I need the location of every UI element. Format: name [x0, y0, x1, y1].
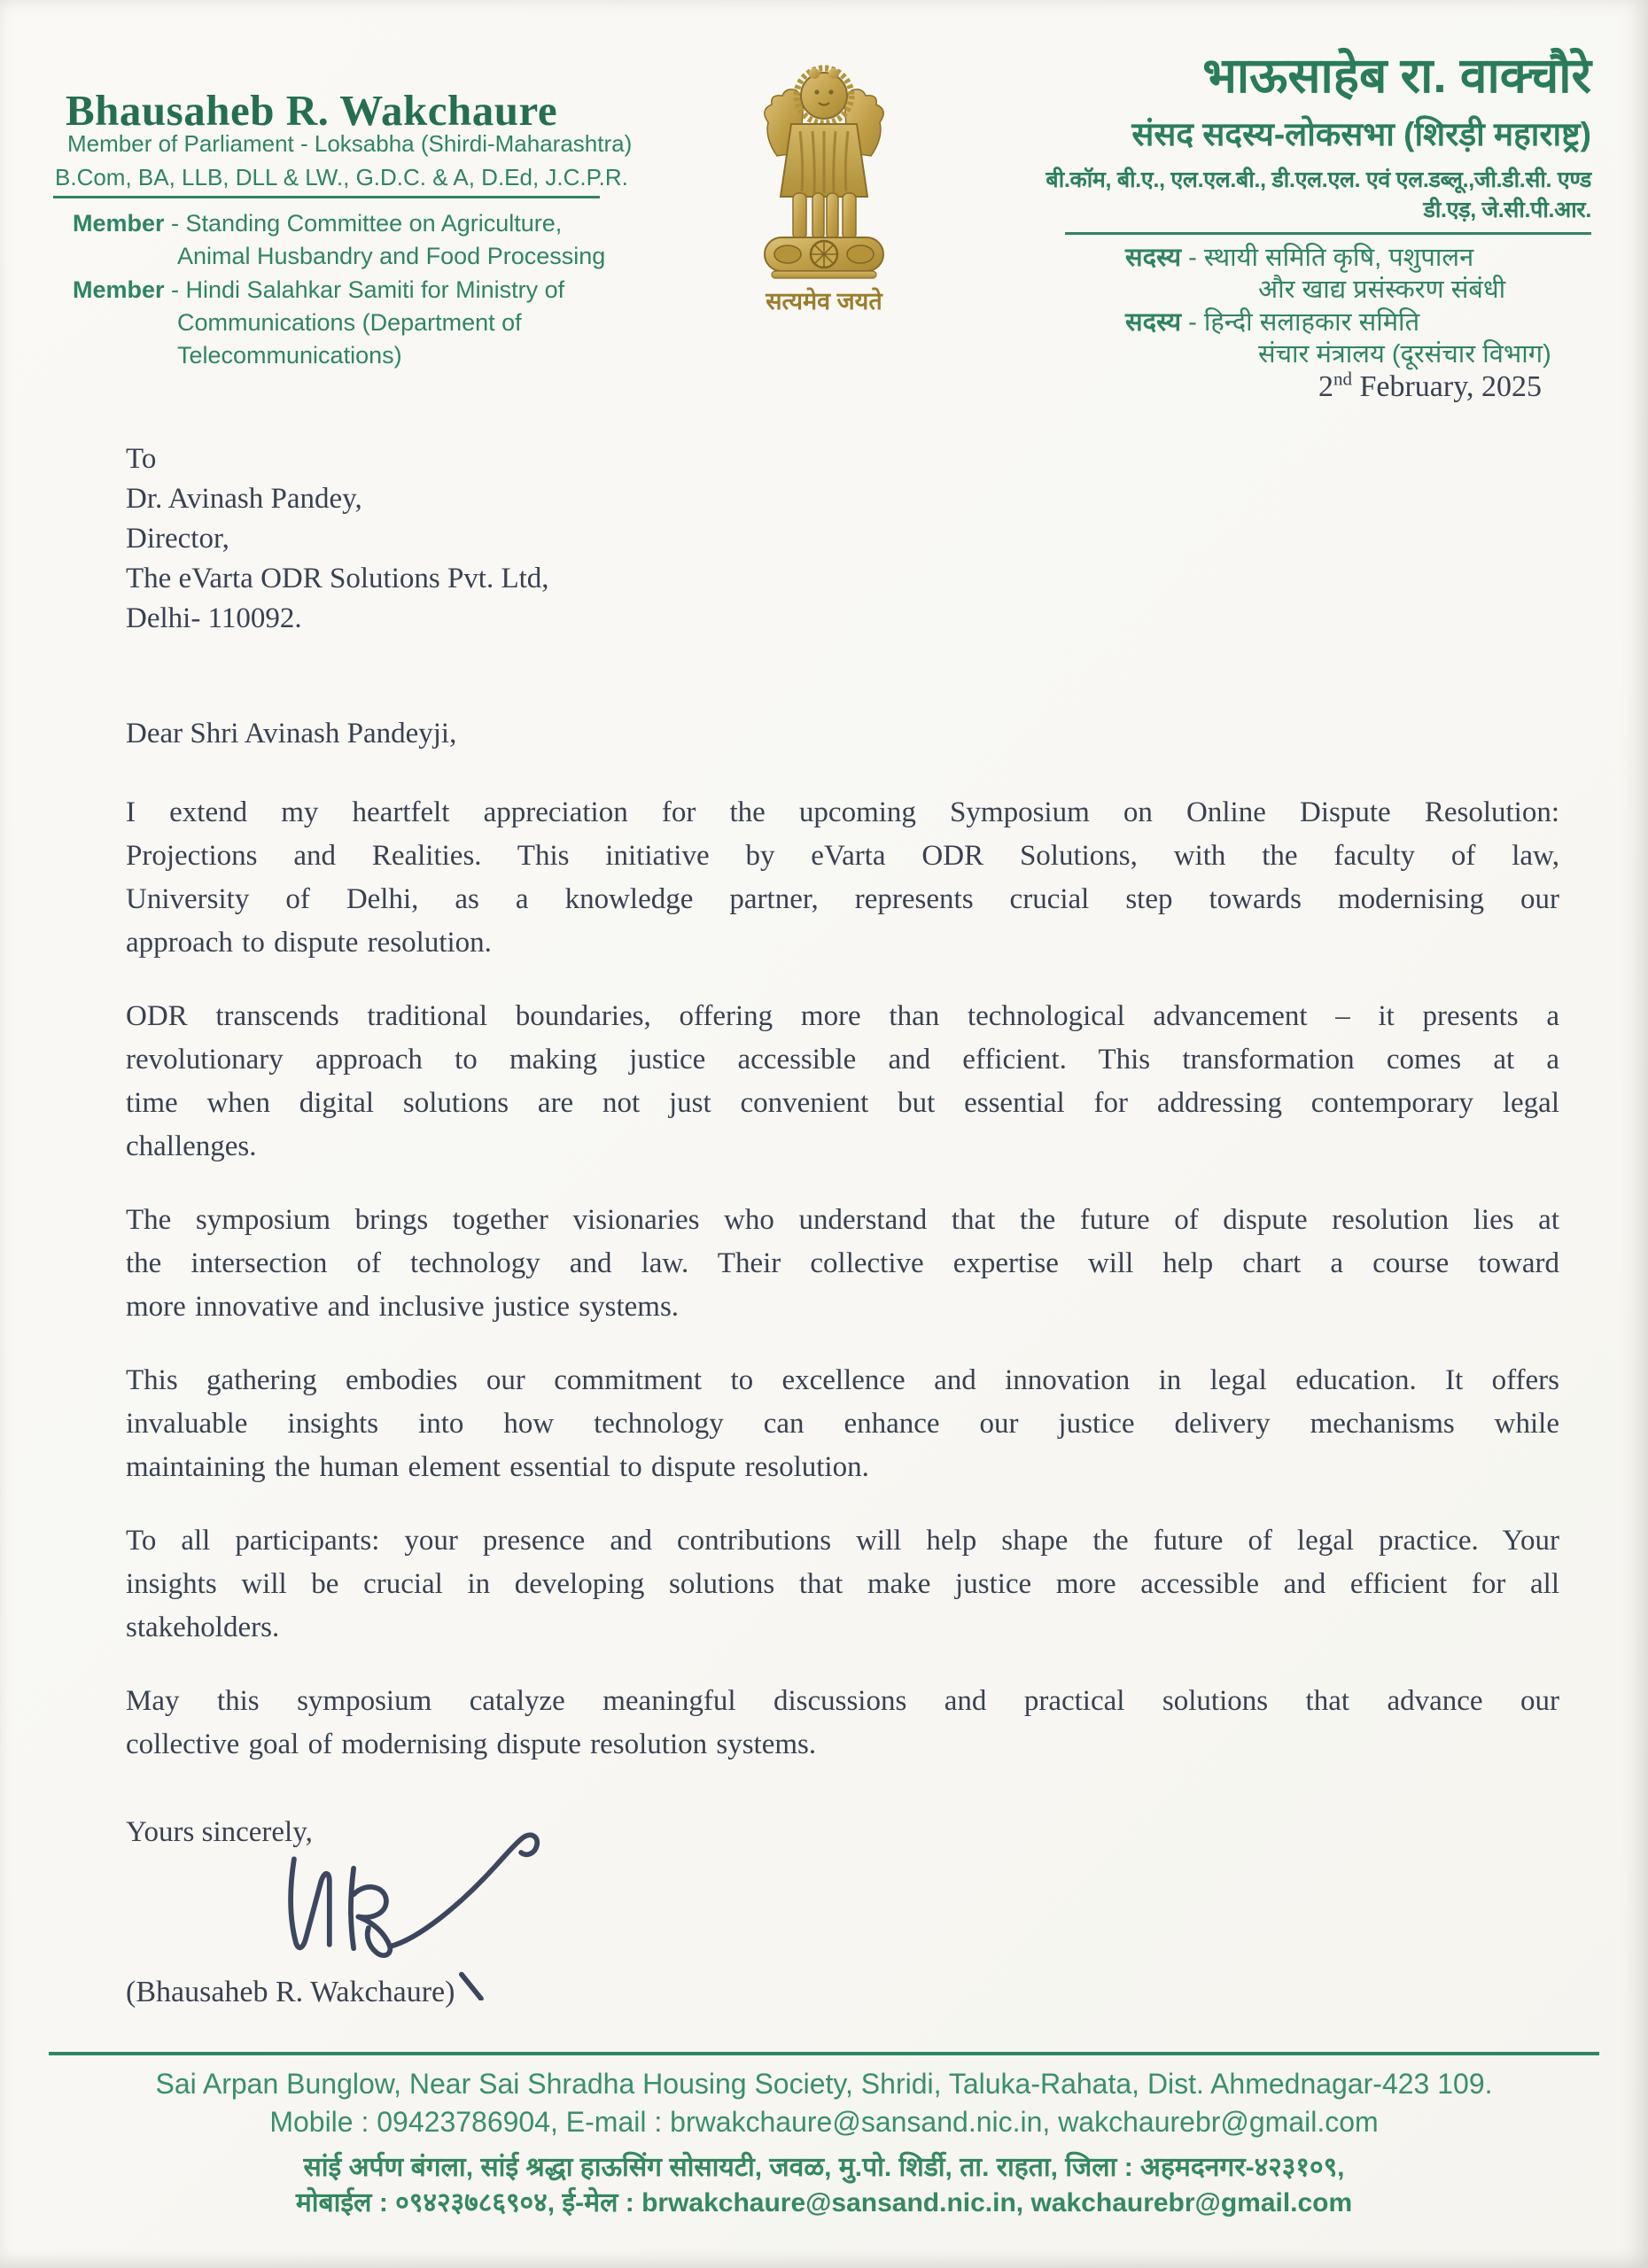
membership-text-wrap: Animal Husbandry and Food Processing: [177, 243, 606, 269]
membership-label: Member: [73, 276, 165, 303]
membership-item: [73, 274, 657, 372]
memberships-hindi: [1125, 242, 1591, 370]
paragraph: To all participants: your presence and contributions will help shape the future of legal practice. Your insights will be crucial in developing solutions that make justice more accessible and efficient for all stakeholders.: [126, 1525, 1559, 1643]
membership-item: [73, 207, 657, 273]
date-ordinal: nd: [1333, 368, 1352, 390]
membership-text: - Hindi Salahkar Samiti for Ministry of: [164, 276, 565, 303]
membership-label: सदस्य: [1125, 308, 1182, 337]
footer-address-hindi: सांई अर्पण बंगला, सांई श्रद्धा हाऊसिंग सोसायटी, जवळ, मु.पो. शिर्डी, ता. राहता, जिला : अहमदनगर-४२३१०९,: [303, 2153, 1345, 2182]
paragraph: This gathering embodies our commitment to excellence and innovation in legal education. It offers invaluable insights into how technology can enhance our justice delivery mechanisms while maintaining the human element essential to dispute resolution.: [126, 1364, 1559, 1483]
mp-qualifications-english: B.Com, BA, LLB, DLL & LW., G.D.C. & A, D.Ed, J.C.P.R.: [55, 164, 628, 190]
paragraph: I extend my heartfelt appreciation for the upcoming Symposium on Online Dispute Resolution: Projections and Realities. This initiative by eVarta ODR Solutions, with the faculty of law, University of Delhi, as a knowledge partner, represents crucial step towards modernising our approach to dispute resolution.: [126, 796, 1559, 959]
membership-text-wrap: संचार मंत्रालय (दूरसंचार विभाग): [1258, 340, 1551, 369]
letter-body: [126, 791, 1559, 1797]
paragraph: May this symposium catalyze meaningful discussions and practical solutions that advance our collective goal of modernising dispute resolution systems.: [126, 1685, 1559, 1760]
recipient-address: To Dr. Avinash Pandey, Director, The eVarta ODR Solutions Pvt. Ltd, Delhi- 110092.: [126, 443, 549, 634]
signatory-name: (Bhausaheb R. Wakchaure): [126, 1976, 455, 2008]
date-rest: February, 2025: [1351, 370, 1542, 403]
letter-date: [1318, 370, 1542, 404]
salutation: Dear Shri Avinash Pandeyji,: [126, 718, 457, 750]
membership-text-wrap: और खाद्य प्रसंस्करण संबंधी: [1258, 276, 1506, 304]
signature-image: [266, 1814, 549, 2000]
membership-item: [1125, 307, 1591, 370]
membership-item: [1125, 242, 1591, 306]
letterhead-right: [1015, 46, 1591, 371]
paragraph: ODR transcends traditional boundaries, offering more than technological advancement – it presents a revolutionary approach to making justice accessible and efficient. This transformation comes at a time when digital solutions are not just convenient but essential for addressing contemporary legal challenges.: [126, 1000, 1559, 1162]
national-emblem: [749, 60, 899, 282]
membership-label: Member: [73, 210, 165, 237]
footer-contact-english: Mobile : 09423786904, E-mail : brwakchaure@sansand.nic.in, wakchaurebr@gmail.com: [269, 2106, 1379, 2138]
mp-title-hindi: संसद सदस्य-लोकसभा (शिरड़ी महाराष्ट्र): [1131, 116, 1591, 152]
membership-text: - हिन्दी सलाहकार समिति: [1181, 308, 1420, 337]
footer-address-english: Sai Arpan Bunglow, Near Sai Shradha Housing Society, Shridi, Taluka-Rahata, Dist. Ahmednagar-423 109.: [155, 2068, 1493, 2100]
mp-name-hindi: भाऊसाहेब रा. वाक्चौरे: [1202, 48, 1591, 103]
header-divider-left: [53, 196, 600, 198]
footer-divider: [49, 2052, 1599, 2055]
membership-label: सदस्य: [1125, 244, 1182, 272]
paragraph: The symposium brings together visionaries who understand that the future of dispute resolution lies at the intersection of technology and law. Their collective expertise will help chart a course toward more innovative and inclusive justice systems.: [126, 1204, 1559, 1323]
valediction: Yours sincerely,: [126, 1816, 313, 1848]
mp-qualifications-hindi: बी.कॉम, बी.ए., एल.एल.बी., डी.एल.एल. एवं एल.डब्लू.,जी.डी.सी. एण्ड डी.एड़, जे.सी.पी.आर.: [1046, 167, 1591, 222]
membership-text: - Standing Committee on Agriculture,: [164, 210, 563, 237]
membership-text: - स्थायी समिति कृषि, पशुपालन: [1181, 244, 1474, 272]
membership-text-wrap: Communications (Department of Telecommunications): [177, 309, 522, 369]
emblem-motto: सत्यमेव जयते: [766, 288, 882, 315]
mp-name-english: Bhausaheb R. Wakchaure: [66, 86, 558, 135]
footer-contact-hindi: मोबाईल : ०९४२३७८६९०४, ई-मेल : brwakchaure@sansand.nic.in, wakchaurebr@gmail.com: [295, 2188, 1353, 2218]
header-divider-right: [1065, 232, 1591, 235]
memberships-english: [73, 207, 657, 373]
date-day: 2: [1318, 370, 1333, 403]
mp-title-english: Member of Parliament - Loksabha (Shirdi-Maharashtra): [67, 130, 633, 157]
